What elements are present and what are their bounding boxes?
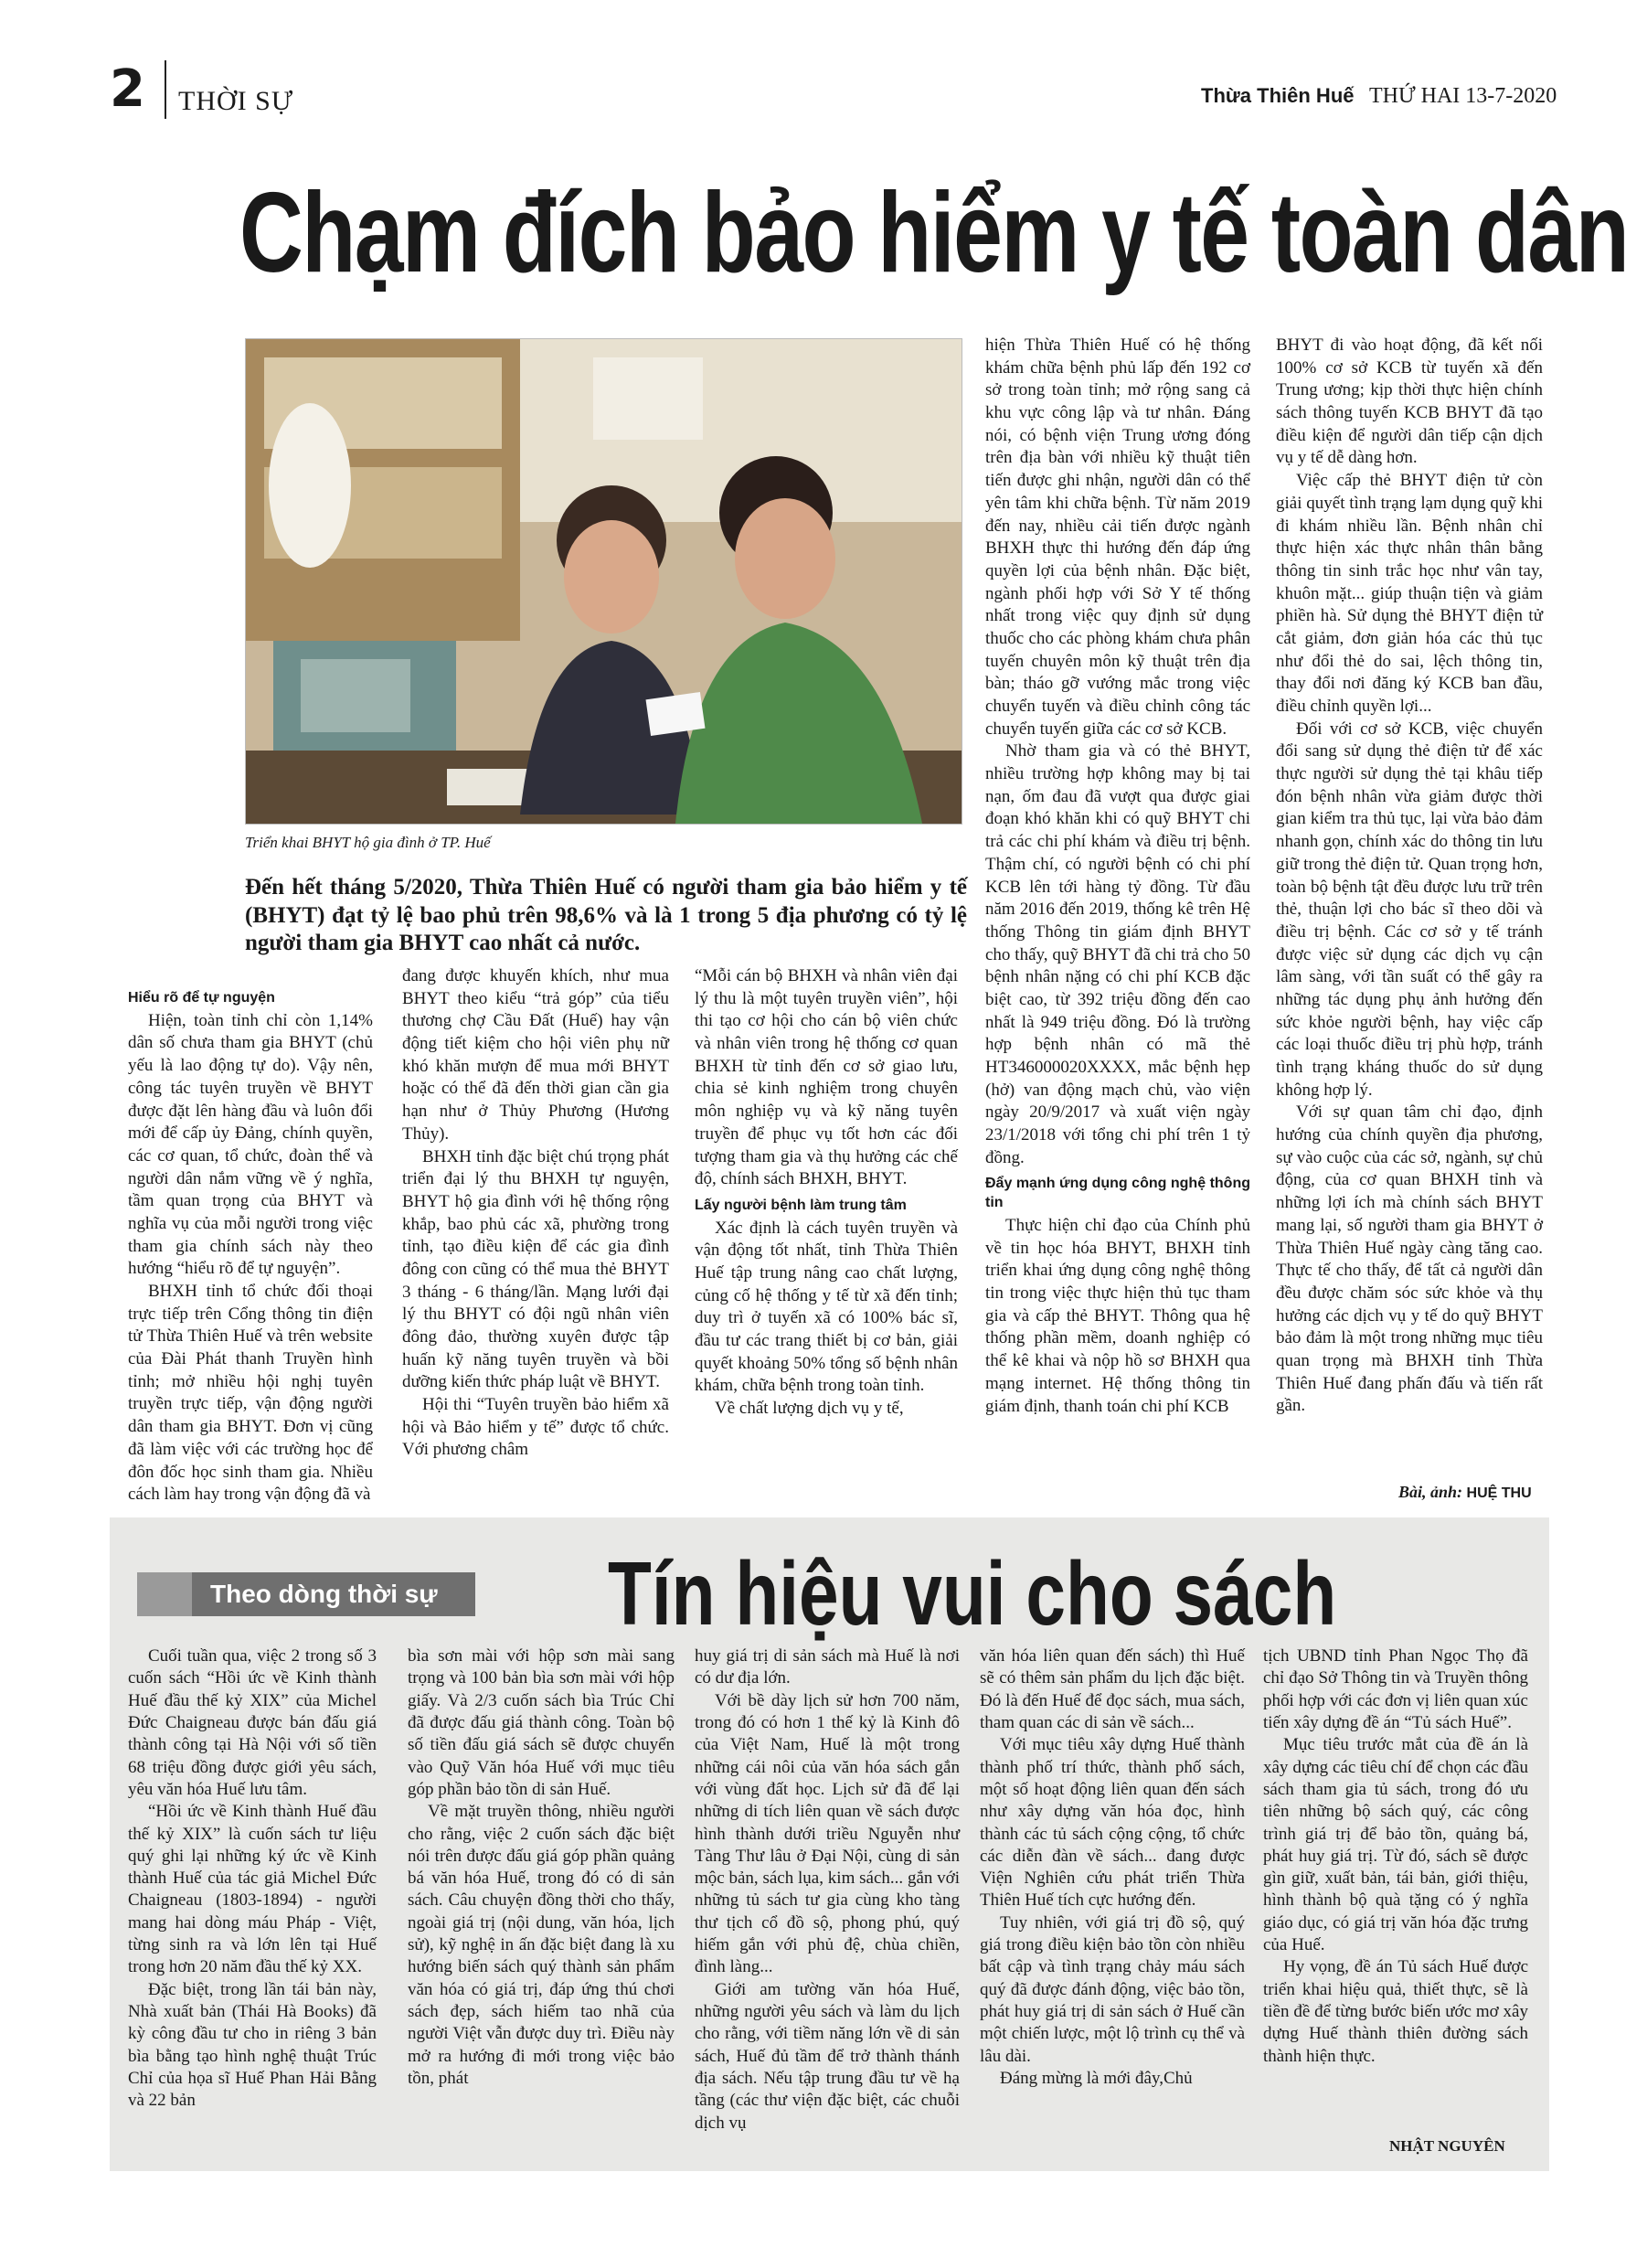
paragraph: Về chất lượng dịch vụ y tế, bbox=[715, 1399, 904, 1419]
paragraph: bìa sơn mài với hộp sơn mài sang trọng và 100 bản bìa sơn mài với hộp giấy. Và 2/3 cuốn sách bìa Trúc Chỉ đã được đấu giá thành công. Toàn bộ số tiền đấu giá sách sẽ được chuyển vào Quỹ Văn hóa Huế với mục tiêu góp phần bảo tồn di sản Huế. bbox=[408, 1646, 675, 1799]
paragraph: đang được khuyến khích, như mua BHYT theo kiểu “trả góp” của tiểu thương chợ Cầu Đất (Huế) hay vận động tiết kiệm cho hội viên phụ nữ khó khăn mượn để mua mới BHYT hoặc có thể đã đến thời gian cần gia hạn như ở Thủy Phương (Hương Thủy). bbox=[402, 966, 669, 1144]
subheading: Lấy người bệnh làm trung tâm bbox=[695, 1197, 907, 1213]
secondary-column-2 bbox=[408, 1645, 675, 2090]
paragraph: BHYT đi vào hoạt động, đã kết nối 100% cơ sở KCB từ tuyến xã đến Trung ương; kịp thời thực hiện chính sách thông tuyến KCB BHYT đã tạo điều kiện để người dân tiếp cận dịch vụ y tế dễ dàng hơn. bbox=[1276, 335, 1543, 468]
article-column-3 bbox=[695, 965, 958, 1421]
secondary-headline: Tín hiệu vui cho sách bbox=[608, 1543, 1337, 1644]
subheading: Hiểu rõ để tự nguyện bbox=[128, 990, 275, 1006]
article-column-1 bbox=[128, 984, 373, 1507]
article-byline bbox=[1398, 1483, 1532, 1502]
page-number: 2 bbox=[110, 59, 145, 119]
paragraph: “Hồi ức về Kinh thành Huế đầu thế kỷ XIX” là cuốn sách tư liệu quý ghi lại những ký ức về Kinh thành Huế của tác giả Michel Đức Chaigneau (1803-1894) - người mang hai dòng máu Pháp - Việt, từng sinh ra và lớn lên tại Huế trong hơn 20 năm đầu thế kỷ XX. bbox=[128, 1802, 377, 1977]
paragraph: Xác định là cách tuyên truyền và vận động tốt nhất, tỉnh Thừa Thiên Huế tập trung nâng cao chất lượng, củng cố hệ thống y tế từ xã đến tỉnh; duy trì ở tuyến xã có 100% bác sĩ, đầu tư các trang thiết bị cơ bản, giải quyết khoảng 50% tổng số bệnh nhân khám, chữa bệnh trong toàn tỉnh. bbox=[695, 1218, 958, 1396]
paragraph: Tuy nhiên, với giá trị đồ sộ, quý giá trong điều kiện bảo tồn còn nhiều bất cập và tình trạng chảy máu sách quý đã được đánh động, việc bảo tồn, phát huy giá trị di sản sách ở Huế cần một chiến lược, một lộ trình cụ thể và lâu dài. bbox=[980, 1912, 1245, 2066]
subheading: Đẩy mạnh ứng dụng công nghệ thông tin bbox=[985, 1176, 1250, 1211]
paragraph: Với sự quan tâm chỉ đạo, định hướng của chính quyền địa phương, sự vào cuộc của các sở, ngành, sự chủ động, của cơ quan BHXH tỉnh và những lợi ích mà chính sách BHYT mang lại, số người tham gia BHYT ở Thừa Thiên Huế ngày càng tăng cao. Thực tế cho thấy, để tất cả người dân đều được chăm sóc sức khỏe và thụ hưởng các dịch vụ y tế do quỹ BHYT bảo đảm là một trong những mục tiêu quan trọng mà BHXH tỉnh Thừa Thiên Huế đang phấn đấu và tiến rất gần. bbox=[1276, 1102, 1543, 1416]
paragraph: Với bề dày lịch sử hơn 700 năm, trong đó có hơn 1 thế kỷ là Kinh đô của Việt Nam, Huế là một trong những cái nôi của văn hóa sách gắn với vùng đất học. Lịch sử đã để lại những di tích liên quan về sách được hình thành dưới triều Nguyễn như Tàng Thư lâu ở Đại Nội, cùng di sản mộc bản, sách lụa, kim sách... gắn với những tủ sách tư gia cùng kho tàng thư tịch cổ đồ sộ, phong phú, quý hiếm gắn với phủ đệ, chùa chiền, đình làng... bbox=[695, 1690, 960, 1977]
header-divider bbox=[165, 60, 166, 119]
paragraph: Cuối tuần qua, việc 2 trong số 3 cuốn sách “Hồi ức về Kinh thành Huế đầu thế kỷ XIX” của Michel Đức Chaigneau được bán đấu giá thành công tại Hà Nội với số tiền 68 triệu đồng được giới yêu sách, yêu văn hóa Huế lưu tâm. bbox=[128, 1646, 377, 1799]
paragraph: Đặc biệt, trong lần tái bản này, Nhà xuất bản (Thái Hà Books) đã kỳ công đầu tư cho in riêng 3 bản bìa bằng tạo hình nghệ thuật Trúc Chỉ của họa sĩ Huế Phan Hải Bằng và 22 bản bbox=[128, 1979, 377, 2111]
paragraph: BHXH tỉnh tổ chức đối thoại trực tiếp trên Cổng thông tin điện tử Thừa Thiên Huế và trên website của Đài Phát thanh Truyền hình tỉnh; mở nhiều hội nghị tuyên truyền trực tiếp, vận động người dân tham gia BHYT. Đơn vị cũng đã làm việc với các trường học để đôn đốc học sinh tham gia. Nhiều cách làm hay trong vận động đã và bbox=[128, 1282, 373, 1505]
secondary-signature: NHẬT NGUYÊN bbox=[1389, 2137, 1505, 2155]
paragraph: Với mục tiêu xây dựng Huế thành thành phố trí thức, thành phố sách, một số hoạt động liên quan đến sách như xây dựng văn hóa đọc, hình thành các tủ sách cộng cộng, tổ chức các diễn đàn về sách... đang được Viện Nghiên cứu phát triển Thừa Thiên Huế tích cực hướng đến. bbox=[980, 1735, 1245, 1911]
paragraph: văn hóa liên quan đến sách) thì Huế sẽ có thêm sản phẩm du lịch đặc biệt. Đó là đến Huế để đọc sách, mua sách, tham quan các di sản về sách... bbox=[980, 1646, 1245, 1732]
secondary-column-3 bbox=[695, 1645, 960, 2135]
secondary-column-4 bbox=[980, 1645, 1245, 2090]
paragraph: tịch UBND tỉnh Phan Ngọc Thọ đã chỉ đạo Sở Thông tin và Truyền thông phối hợp với các đơn vị liên quan xúc tiến xây dựng đề án “Tủ sách Huế”. bbox=[1263, 1646, 1528, 1732]
publication-date: THỨ HAI 13-7-2020 bbox=[1369, 84, 1557, 108]
column-kicker bbox=[137, 1572, 475, 1616]
photo-illustration bbox=[246, 339, 962, 824]
article-sapo: Đến hết tháng 5/2020, Thừa Thiên Huế có người tham gia bảo hiểm y tế (BHYT) đạt tỷ lệ bao phủ trên 98,6% và là 1 trong 5 địa phương có tỷ lệ người tham gia BHYT cao nhất cả nước. bbox=[245, 875, 967, 955]
publication-name: Thừa Thiên Huế bbox=[1201, 84, 1355, 107]
kicker-label: Theo dòng thời sự bbox=[210, 1580, 438, 1608]
byline-author: HUỆ THU bbox=[1466, 1485, 1532, 1501]
paragraph: Đáng mừng là mới đây,Chủ bbox=[1000, 2068, 1193, 2088]
paragraph: Nhờ tham gia và có thẻ BHYT, nhiều trường hợp không may bị tai nạn, ốm đau đã vượt qua được giai đoạn khó khăn khi có quỹ BHYT chi trả các chi phí khám và điều trị bệnh. Thậm chí, có người bệnh có chi phí KCB lên tới hàng tỷ đồng. Từ đầu năm 2016 đến 2019, thống kê trên Hệ thống Thông tin giám định BHYT cho thấy, quỹ BHYT đã chi trả cho 50 bệnh nhân nặng có chi phí KCB đặc biệt cao, từ 392 triệu đồng đến cao nhất là 949 triệu đồng. Đó là trường hợp bệnh nhân có mã thẻ HT346000020XXXX, mắc bệnh hẹp (hở) van động mạch chủ, vào viện ngày 20/9/2017 và xuất viện ngày 23/1/2018 với tổng chi phí trên 1 tỷ đồng. bbox=[985, 741, 1250, 1167]
photo-caption: Triển khai BHYT hộ gia đình ở TP. Huế bbox=[245, 834, 491, 851]
kicker-bar bbox=[137, 1572, 192, 1616]
paragraph: BHXH tỉnh đặc biệt chú trọng phát triển đại lý thu BHXH tự nguyện, BHYT hộ gia đình với hệ thống rộng khắp, bao phủ các xã, phường trong tỉnh, tạo điều kiện để các gia đình đông con cũng có thể mua thẻ BHYT 3 tháng - 6 tháng/lần. Mạng lưới đại lý thu BHYT có đội ngũ nhân viên đông đảo, thường xuyên được tập huấn kỹ năng tuyên truyền và bồi dưỡng kiến thức pháp luật về BHYT. bbox=[402, 1146, 669, 1392]
paragraph: Đối với cơ sở KCB, việc chuyển đổi sang sử dụng thẻ điện tử để xác thực người sử dụng thẻ tại khâu tiếp đón bệnh nhân vừa giảm được thời gian kiểm tra thủ tục, lại vừa bảo đảm nhanh gọn, chính xác do thông tin lưu giữ trong thẻ điện tử. Quan trọng hơn, toàn bộ bệnh tật đều được lưu trữ trên thẻ, thuận lợi cho bác sĩ theo dõi và điều trị bệnh. Các cơ sở y tế tránh được việc sử dụng các dịch vụ cận lâm sàng, với tần suất có thể gây ra những tác dụng phụ ảnh hưởng đến sức khỏe người bệnh, hay việc cấp các loại thuốc điều trị phù hợp, tránh tình trạng kháng thuốc do sử dụng không hợp lý. bbox=[1276, 719, 1543, 1100]
secondary-column-1 bbox=[128, 1645, 377, 2113]
paragraph: huy giá trị di sản sách mà Huế là nơi có dư địa lớn. bbox=[695, 1646, 960, 1688]
paragraph: Về mặt truyền thông, nhiều người cho rằng, việc 2 cuốn sách đặc biệt nói trên được đấu giá góp phần quảng bá văn hóa Huế, trong đó có di sản sách. Câu chuyện đồng thời cho thấy, ngoài giá trị (nội dung, văn hóa, lịch sử), kỹ nghệ in ấn đặc biệt đang là xu hướng biến sách quý thành sản phẩm văn hóa có giá trị, đáp ứng thú chơi sách đẹp, sách hiếm tao nhã của người Việt vẫn được duy trì. Điều này mở ra hướng đi mới trong việc bảo tồn, phát bbox=[408, 1802, 675, 2088]
byline-label: Bài, ảnh: bbox=[1398, 1483, 1463, 1501]
section-name: THỜI SỰ bbox=[178, 86, 294, 116]
secondary-column-5 bbox=[1263, 1645, 1528, 2068]
article-photo bbox=[245, 338, 962, 825]
paragraph: Hội thi “Tuyên truyền bảo hiểm xã hội và Bảo hiểm y tế” được tổ chức. Với phương châm bbox=[402, 1395, 669, 1460]
paragraph: Thực hiện chỉ đạo của Chính phủ về tin học hóa BHYT, BHXH tỉnh triển khai ứng dụng công nghệ thông tin trong việc thực hiện thủ tục tham gia và cấp thẻ BHYT. Thông qua hệ thống phần mềm, doanh nghiệp có thể kê khai và nộp hồ sơ BHXH qua mạng internet. Hệ thống thông tin giám định, thanh toán chi phí KCB bbox=[985, 1216, 1250, 1416]
article-column-2 bbox=[402, 965, 669, 1462]
article-column-4 bbox=[985, 335, 1250, 1418]
paragraph: “Mỗi cán bộ BHXH và nhân viên đại lý thu là một tuyên truyền viên”, hội thi tạo cơ hội cho cán bộ viên chức và nhân viên trong hệ thống cơ quan BHXH từ tỉnh đến cơ sở giao lưu, chia sẻ kinh nghiệm trong chuyên môn nghiệp vụ và kỹ năng tuyên truyền để phục vụ tốt hơn các đối tượng tham gia và thụ hưởng các chế độ, chính sách BHXH, BHYT. bbox=[695, 966, 958, 1189]
paragraph: Hy vọng, đề án Tủ sách Huế được triển khai hiệu quả, thiết thực, sẽ là tiền đề để từng bước biến ước mơ xây dựng Huế thành thiên đường sách thành hiện thực. bbox=[1263, 1957, 1528, 2066]
article-column-5 bbox=[1276, 335, 1543, 1418]
paragraph: Mục tiêu trước mắt của đề án là xây dựng các tiêu chí để chọn các đầu sách tham gia tủ sách, trong đó ưu tiên những bộ sách quý, các công trình giá trị để bảo tồn, quảng bá, phát huy giá trị. Từ đó, sách sẽ được gìn giữ, xuất bản, tái bản, giới thiệu, hình thành bộ quà tặng có ý nghĩa giáo dục, có giá trị văn hóa đặc trưng của Huế. bbox=[1263, 1735, 1528, 1955]
paragraph: Giới am tường văn hóa Huế, những người yêu sách và làm du lịch cho rằng, với tiềm năng lớn về di sản sách, Huế đủ tầm để trở thành thánh địa sách. Nếu tập trung đầu tư về hạ tầng (các thư viện đặc biệt, các chuỗi dịch vụ bbox=[695, 1979, 960, 2133]
paragraph: hiện Thừa Thiên Huế có hệ thống khám chữa bệnh phủ lấp đến 192 cơ sở trong toàn tỉnh; mở rộng sang cả khu vực công lập và tư nhân. Đáng nói, có bệnh viện Trung ương đóng trên địa bàn với nhiều kỹ thuật tiên tiến được ghi nhận, người dân có thể yên tâm khi chữa bệnh. Từ năm 2019 đến nay, nhiều cải tiến được ngành BHXH thực thi hướng đến đáp ứng quyền lợi của bệnh nhân. Đặc biệt, ngành phối hợp với Sở Y tế thống nhất trong việc quy định sử dụng thuốc cho các phòng khám chưa phân tuyến chuyên môn kỹ thuật trên địa bàn; tháo gỡ vướng mắc trong việc chuyển tuyến và điều chỉnh công tác chuyển tuyến giữa các cơ sở KCB. bbox=[985, 335, 1250, 739]
paragraph: Hiện, toàn tỉnh chỉ còn 1,14% dân số chưa tham gia BHYT (chủ yếu là lao động tự do). Vậy nên, công tác tuyên truyền về BHYT được đặt lên hàng đầu và luôn đổi mới để cấp ủy Đảng, chính quyền, các cơ quan, tổ chức, đoàn thể và người dân nắm vững về ý nghĩa, tầm quan trọng của BHYT và nghĩa vụ của mỗi người trong việc tham gia chính sách này theo hướng “hiểu rõ để tự nguyện”. bbox=[128, 1010, 373, 1279]
paragraph: Việc cấp thẻ BHYT điện tử còn giải quyết tình trạng lạm dụng quỹ khi đi khám nhiều lần. Bệnh nhân chỉ thực hiện xác thực nhân thân bằng thông tin sinh trắc học như vân tay, khuôn mặt... giúp thuận tiện và giảm phiền hà. Sử dụng thẻ BHYT điện tử cắt giảm, đơn giản hóa các thủ tục như đổi thẻ do sai, lệch thông tin, thay đổi nơi đăng ký KCB ban đầu, điều chỉnh quyền lợi... bbox=[1276, 471, 1543, 716]
article-headline: Chạm đích bảo hiểm y tế toàn dân bbox=[239, 170, 1629, 296]
